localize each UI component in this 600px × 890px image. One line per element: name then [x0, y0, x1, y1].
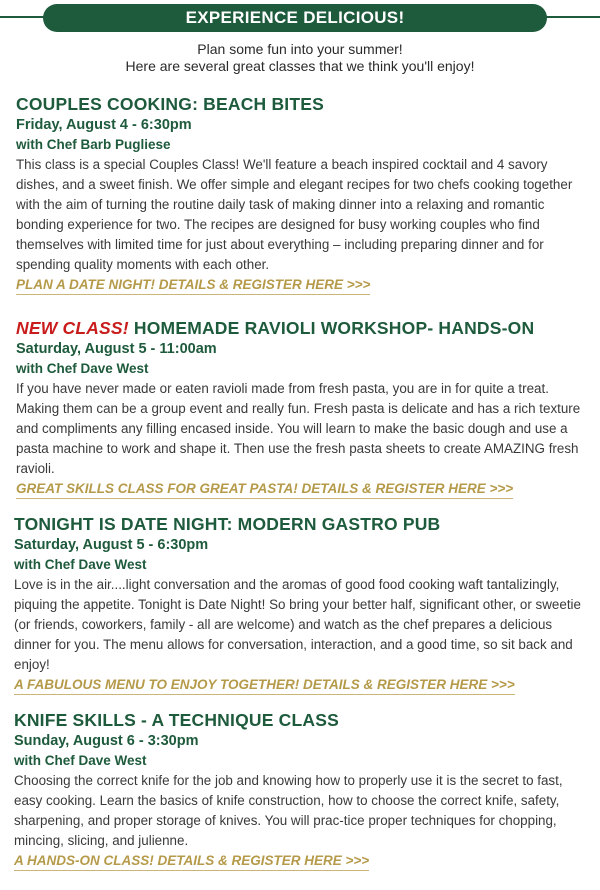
header: [0, 2, 600, 75]
banner-title: EXPERIENCE DELICIOUS!: [43, 4, 547, 32]
class-chef: with Chef Dave West: [16, 361, 149, 376]
class-date: Friday, August 4 - 6:30pm: [16, 117, 192, 133]
class-date-night-gastro-pub: [0, 513, 600, 695]
class-description: This class is a special Couples Class! We'll feature a beach inspired cocktail and 4 savory dishes, and a sweet finish. We offer simple and elegant recipes for two chefs cooking together with the aim of turning the routine daily task of making dinner into a relaxing and romantic bonding experience for two. The recipes are designed for busy working couples who find themselves with limited time for just about everything – including preparing dinner and for spending quality moments with each other.: [16, 157, 573, 272]
class-title-text: COUPLES COOKING: BEACH BITES: [16, 94, 324, 114]
class-title: [14, 513, 592, 535]
intro: [0, 41, 600, 75]
class-ravioli-workshop: [0, 317, 600, 499]
class-title-text: TONIGHT IS DATE NIGHT: MODERN GASTRO PUB: [14, 514, 441, 534]
class-description: If you have never made or eaten ravioli made from fresh pasta, you are in for quite a treat. Making them can be a group event and really fun. Fresh pasta is delicate and has a rich texture and compliments any filling encased inside. You will learn to make the basic dough and use a pasta machine to work and shape it. Then use the fresh pasta sheets to create AMAZING fresh ravioli.: [16, 381, 581, 476]
register-link[interactable]: A HANDS-ON CLASS! DETAILS & REGISTER HERE >>>: [14, 851, 369, 871]
class-description: Love is in the air....light conversation and the aromas of good food cooking waft tantalizingly, piquing the appetite. Tonight is Date Night! So bring your better half, significant other, or sweetie (or friends, coworkers, family - all are welcome) and watch as the chef prepares a delicious dinner for you. The menu allows for conversation, interaction, and a good time, so sit back and enjoy!: [14, 577, 581, 672]
class-description: Choosing the correct knife for the job and knowing how to properly use it is the secret to fast, easy cooking. Learn the basics of knife construction, how to choose the correct knife, safety, sharpening, and proper storage of knives. You will prac-tice proper techniques for chopping, mincing, slicing, and julienne.: [14, 773, 563, 848]
register-link[interactable]: PLAN A DATE NIGHT! DETAILS & REGISTER HERE >>>: [16, 275, 370, 295]
new-class-badge: NEW CLASS!: [16, 318, 129, 338]
class-date: Saturday, August 5 - 11:00am: [16, 341, 217, 357]
class-chef: with Chef Dave West: [14, 753, 147, 768]
class-chef: with Chef Barb Pugliese: [16, 137, 171, 152]
class-chef: with Chef Dave West: [14, 557, 147, 572]
class-title: [14, 709, 592, 731]
class-couples-cooking: [0, 93, 600, 295]
class-title: [16, 317, 590, 339]
intro-line-2: Here are several great classes that we think you'll enjoy!: [125, 58, 475, 74]
class-title-text: KNIFE SKILLS - A TECHNIQUE CLASS: [14, 710, 339, 730]
class-date: Sunday, August 6 - 3:30pm: [14, 733, 199, 749]
class-date: Saturday, August 5 - 6:30pm: [14, 537, 209, 553]
banner-row: [0, 2, 600, 36]
class-knife-skills: [0, 709, 600, 871]
intro-line-1: Plan some fun into your summer!: [197, 41, 403, 57]
class-title-text: HOMEMADE RAVIOLI WORKSHOP- HANDS-ON: [133, 318, 535, 338]
class-title: [16, 93, 590, 115]
register-link[interactable]: GREAT SKILLS CLASS FOR GREAT PASTA! DETAILS & REGISTER HERE >>>: [16, 479, 513, 499]
register-link[interactable]: A FABULOUS MENU TO ENJOY TOGETHER! DETAILS & REGISTER HERE >>>: [14, 675, 515, 695]
